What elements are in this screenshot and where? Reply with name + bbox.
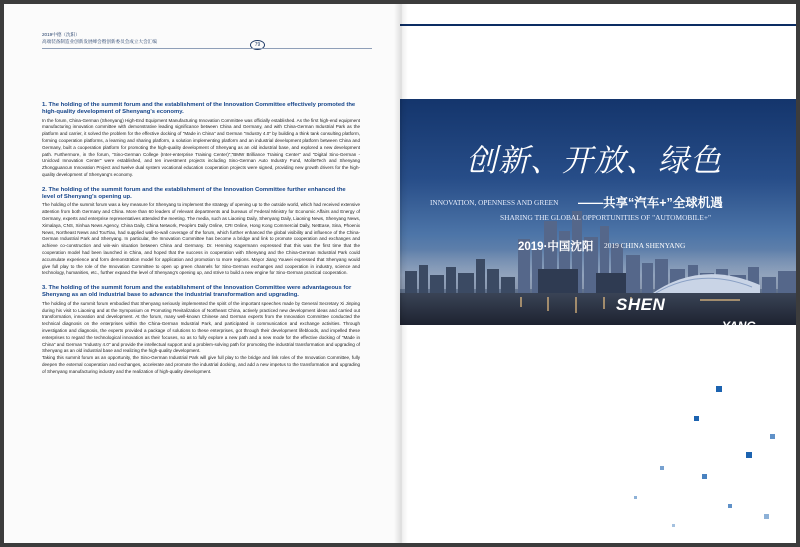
- decor-square: [770, 434, 775, 439]
- left-page: [4, 4, 400, 543]
- section-title: 2. The holding of the summit forum and the establishment of the Innovation Committee further enhanced the level of Shenyang's opening up.: [42, 186, 346, 201]
- page-number: 79: [250, 40, 265, 50]
- decor-square: [634, 496, 637, 499]
- paragraph: The holding of the summit forum was a key measure for Shenyang to implement the strategy of opening up to the outside world, which had received extensive attention from both Germany and China. More than 60 leaders of relevant departments and bureaus of Federal Ministry for Economic Affairs and Energy of Germany, experts and enterprise representatives attended the meeting. The media, such as Liaoning Daily, Shenyang Daily, Liaoning News, Shenyang News, Ximalaya, CNS, Xinhua News Agency, China Daily, China Network, People's Daily Online, CRI Online, Hong Kong Commercial Daily, NetEase, Sina, Phoenix News, Northeast News and TouTiao, had supplied wall-to-wall coverage of the forum, which further enhanced the global visibility and influence of the China-German Industrial Park and Shenyang. In particular, the Innovation Committee has become a bridge and link to promote cooperation and exchanges and achieve co-construction and win-win situation between China and Germany. Dr. Henning Kagermann expressed that this was the first time that the cooperation model had been launched in China, and hoped that the success in cooperation with Shenyang and the China-German Industrial Park could accumulate experience and form demonstration model for application and promotion to more regions. Mayor Jiang Youwei expressed that Shenyang would give full play to the role of the Innovation Committee to open up green channels for Sino-German exchanges and cooperation in industry, science and technology, humanities, etc., further expand the level of Shenyang's opening up, and strive to build a new engine for Sino-German practical cooperation.: [42, 202, 360, 276]
- header-rule: [42, 48, 372, 49]
- header-line-1: 2019中德（沈阳）: [42, 32, 80, 37]
- decor-square: [764, 514, 769, 519]
- share-chinese: ——共享“汽车+”全球机遇: [578, 196, 723, 210]
- city-label-yang: YANG: [722, 319, 756, 333]
- decor-square: [716, 386, 722, 392]
- paragraph: The holding of the summit forum embodied that Shenyang seriously implemented the spirit of the important speeches made by General Secretary Xi Jinping during his visit to Liaoning and at the Symposium on Promoting Revitalization of Northeast China, actively practiced new development ideas and carried out transformation, innovation and development. At the forum, many well-known Chinese and German experts from the Innovation Committee conducted the technical diagnosis on the enterprises within the China-German Industrial Park, and participated in communication and exchange activities. Through investigation and diagnosis, the experts provided a package of solutions to these enterprises, got through their development lifebloods, and impelled these enterprises to regard the technological innovation as their focuses, so as to fully explore a new path and a new mode for the effective docking of "Made in China" and German "Industry 4.0" and provide the intellectual support and a problem-solving path for promoting the industrial transformation and upgrading of Shenyang as an old industrial base and realizing the high-quality development.: [42, 300, 360, 354]
- section-body: [42, 118, 360, 179]
- section-body: [42, 301, 360, 376]
- section-title: 3. The holding of the summit forum and the establishment of the Innovation Committee were advantageous for Shenyang as an old industrial base to advance the industrial transformation and upgrading.: [42, 285, 352, 299]
- decor-square: [728, 504, 732, 508]
- header-line-2: 高端装备制造业创新发展峰会暨创新委员会成立大会汇编: [42, 38, 157, 44]
- section-2: [42, 187, 360, 277]
- article-content: [42, 102, 360, 383]
- skyline-illustration: [400, 99, 796, 325]
- share-english: SHARING THE GLOBAL OPPORTUNITIES OF "AUTOMOBILE+": [500, 213, 712, 222]
- section-body: [42, 202, 360, 277]
- section-3: [42, 285, 360, 375]
- city-label-shen: SHEN: [616, 295, 666, 314]
- section-title: 1. The holding of the summit forum and the establishment of the Innovation Committee effectively promoted the high-quality development of Shenyang's economy.: [42, 102, 356, 116]
- page-gutter: [394, 4, 408, 543]
- decor-square: [746, 452, 752, 458]
- brochure-spread: [4, 4, 796, 543]
- decor-square: [660, 466, 664, 470]
- decor-square: [672, 524, 675, 527]
- decor-square: [702, 474, 707, 479]
- section-1: [42, 102, 360, 179]
- slogan-english: INNOVATION, OPENNESS AND GREEN: [430, 198, 559, 207]
- slogan-chinese: 创新、开放、绿色: [466, 143, 722, 179]
- page-header: [42, 32, 157, 45]
- year-location-english: 2019 CHINA SHENYANG: [604, 241, 686, 250]
- right-page: [400, 4, 796, 543]
- year-location-chinese: 2019·中国沈阳: [518, 241, 594, 253]
- top-accent-bar: [400, 24, 796, 26]
- paragraph: Taking this summit forum as an opportunity, the Sino-German Industrial Park will give full play to the bridge and link roles of the Innovation Committee, fully deepen the external cooperation and exchanges, accelerate and promote the industrial docking, and add a new impetus to the transformation and upgrading of Shenyang manufacturing industry and the realization of high-quality development.: [42, 355, 360, 374]
- paragraph: In the forum, China-German (Shenyang) High-End Equipment Manufacturing Innovation Committee was officially established. As the first high-end equipment manufacturing innovation committee with demonstrative leading significance between China and Germany, and with China-German Industrial Park as the platform and carrier, it solved the problem for the effective docking of "Made in China" and German "Industry 4.0" by building a think tank consulting platform, forming cooperation platforms, a learning and sharing platform, a solution implementing platform and an industrial development platform between China and Germany, built a cooperation platform for promoting the high-quality development of Shenyang as an old industrial base, and explored a new development path. Furthermore, in the forum, "Sino-German College (Inter-enterprise Training Center)","BMW Brilliance Training Center" and "Digital Sino-German - Uniclovd Innovation Center" were established, and ten investment projects including Sino-German Auto Industry Fund, MoliteTech and Shenyang Zhongguancun Innovation Project and twelve dual system vocational education cooperation projects were signed, providing new growth drivers for the high-quality development of Shenyang's economy.: [42, 117, 360, 177]
- decor-square: [694, 416, 699, 421]
- city-banner: [400, 99, 796, 333]
